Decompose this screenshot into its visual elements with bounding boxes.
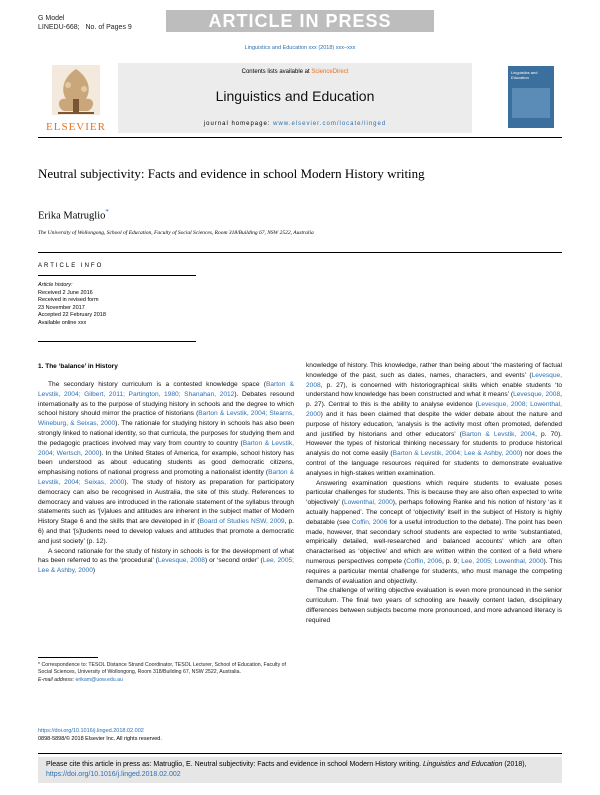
top-citation-link[interactable]: Linguistics and Education xxx (2018) xxx–xxx <box>244 45 356 51</box>
gmodel-label: G Model <box>38 15 65 22</box>
email-link[interactable]: erikam@uow.edu.au <box>75 676 123 683</box>
journal-homepage-link[interactable]: www.elsevier.com/locate/linged <box>273 121 387 127</box>
article-info-rule <box>38 252 562 253</box>
section-heading: 1. The ‘balance’ in History <box>38 363 118 370</box>
issn-line: 0898-5898/© 2018 Elsevier Inc. All rights reserved. <box>38 735 162 742</box>
body-column-right <box>306 361 562 626</box>
elsevier-logo[interactable] <box>38 63 114 133</box>
history-line: Available online xxx <box>38 319 87 326</box>
article-code: LINEDU-668; <box>38 24 80 31</box>
journal-title: Linguistics and Education <box>215 88 375 104</box>
footnote: * Correspondence to: TESOL Distance Strand Coordinator, TESOL Lecturer, School of Education, Faculty of Social Sciences, University of Wollongong, Room 318/Building 67, NSW 2522, Australia. E-mail address: erikam@uow.edu.au <box>38 662 294 684</box>
author-line <box>38 208 109 222</box>
contents-line: Contents lists available at ScienceDirect <box>241 69 349 75</box>
footnote-rule <box>38 657 98 658</box>
paragraph: Answering examination questions which require students to evaluate poses particular challenges for students. This is because they are also often expected to write ‘objectively’ (Lowenthal, 2000), perhaps following Ranke and his notion of history ‘as it actually happened’. The concept of ‘objectivity’ itself in the subject of History is highly debatable (see Coffin, 2006 for a useful introduction to the debate). The point has been made, however, that secondary school students are expected to write ‘substantiated, empirically detailed, well-researched and balanced accounts’ which are often characterised as ‘objective’ and which are written within the context of a field where numerous perspectives compete (Coffin, 2006, p. 9; Lee, 2005; Lowenthal, 2000). This requires a particular mental challenge for students, who must manage the competing demands of evaluation and objectivity. <box>306 479 562 585</box>
masthead-rule <box>38 137 562 138</box>
article-history <box>38 282 106 328</box>
article-title: Neutral subjectivity: Facts and evidence in school Modern History writing <box>38 166 425 181</box>
article-info-heading: ARTICLE INFO <box>38 263 104 269</box>
journal-cover-thumbnail[interactable] <box>508 66 554 128</box>
article-in-press-banner: ARTICLE IN PRESS <box>166 10 434 32</box>
cover-title: Linguistics and Education <box>511 70 538 80</box>
paragraph: A second rationale for the study of history in schools is for the development of what has been referred to as the ‘procedural’ (Levesque, 2008) or ‘second order’ (Lee, 2005; Lee & Ashby, 2000) <box>38 547 294 575</box>
author-affiliation: The University of Wollongong, School of Education, Faculty of Social Sciences, Room 318/Building 67, NSW 2522, Australia <box>38 230 314 236</box>
header-meta <box>38 14 132 32</box>
body-column-left <box>38 380 294 576</box>
history-line: Received in revised form <box>38 297 99 304</box>
history-line: Received 2 June 2016 <box>38 289 93 296</box>
doi-block <box>38 728 162 743</box>
cite-prefix: Please cite this article in press as: Matruglio, E. Neutral subjectivity: Facts and evidence in school Modern History writing. <box>46 761 423 768</box>
pages-label: No. of Pages 9 <box>85 24 132 31</box>
doi-link[interactable]: https://doi.org/10.1016/j.linged.2018.02.002 <box>38 728 144 734</box>
history-label: Article history: <box>38 282 73 288</box>
article-info-rule-3 <box>38 341 196 342</box>
paragraph: The secondary history curriculum is a contested knowledge space (Barton & Levstik, 2004; Gilbert, 2011; Partington, 1980; Shanahan, 2012). Debates resound internationally as to the purpose of studying history in schools and the degree to which school history should mirror the practice of historians (Barton & Levstik, 2004; Stearns, Wineburg, & Seixas, 2000). The rationale for studying history in schools has also been strongly linked to national identity, so that curricula, the purposes for studying them and the pedagogic practices involved may vary from country to country (Barton & Levstik, 2004; Wertsch, 2000). In the United States of America, for example, school history has been understood as about educating students as good democratic citizens, emphasising notions of national progress and promoting a nationalist identity (Barton & Levstik, 2004; Seixas, 2000). The study of history as preparation for participatory democracy can also be recognised in Australia, the site of this study. References to democracy and values are introduced in the rationale statement of the syllabus through statements such as ‘[v]alues and attitudes are inherent in the subject matter of Modern History Stage 6 and the skills that are developed in it’ (Board of Studies NSW, 2009, p. 6) and that ‘[s]tudents need to develop values and attitudes that promote a democratic and just society’ (p. 12). <box>38 381 294 545</box>
history-line: Accepted 22 February 2018 <box>38 312 106 319</box>
history-line: 23 November 2017 <box>38 304 85 311</box>
citation-box: Please cite this article in press as: Matruglio, E. Neutral subjectivity: Facts and evidence in school Modern History writing. Linguistics and Education (2018), https://doi.org/10.1016/j.linged.2018.02.002 <box>38 753 562 784</box>
author-mark[interactable]: * <box>105 208 109 216</box>
journal-homepage: journal homepage: www.elsevier.com/locate/linged <box>203 121 387 127</box>
elsevier-wordmark: ELSEVIER <box>46 121 106 133</box>
journal-info-box <box>118 63 472 133</box>
author-name: Erika Matruglio <box>38 210 106 222</box>
paragraph: knowledge of history. This knowledge, rather than being about ‘the mastering of factual knowledge of the past, such as dates, names, characters, and events’ (Levesque, 2008, p. 27), is concerned with historiographical skills which enable students ‘to understand how knowledge has been constructed and what it means’ (Levesque, 2008, p. 27). Central to this is the ability to analyse evidence (Levesque, 2008; Lowenthal, 2000) and it has been claimed that despite the wider debate about the nature and purpose of history education, ‘analysis is the activity most often promoted, defended and justified by historians and other educators’ (Barton & Levstik, 2004, p. 70). However the types of historical thinking necessary for students to produce historical analysis do not come easily (Barton & Levstik, 2004; Lee & Ashby, 2000) nor does the control of the language resources required for students to demonstrate evaluative analyses in high-stakes written examination. <box>306 362 563 477</box>
journal-masthead <box>38 60 562 134</box>
cite-journal: Linguistics and Education <box>423 761 503 768</box>
paragraph: The challenge of writing objective evaluation is even more pronounced in the senior curriculum. The final two years of schooling are heavily content laden, disciplinary differences between subjects become more pronounced, and more advanced literacy is required <box>306 587 562 624</box>
cite-doi-link[interactable]: https://doi.org/10.1016/j.linged.2018.02.002 <box>46 771 181 778</box>
sciencedirect-link[interactable]: ScienceDirect <box>311 69 349 75</box>
article-info-rule-2 <box>38 275 196 276</box>
correspondence-note: * Correspondence to: TESOL Distance Strand Coordinator, TESOL Lecturer, School of Education, Faculty of Social Sciences, University of Wollongong, Room 318/Building 67, NSW 2522, Australia. <box>38 662 286 676</box>
